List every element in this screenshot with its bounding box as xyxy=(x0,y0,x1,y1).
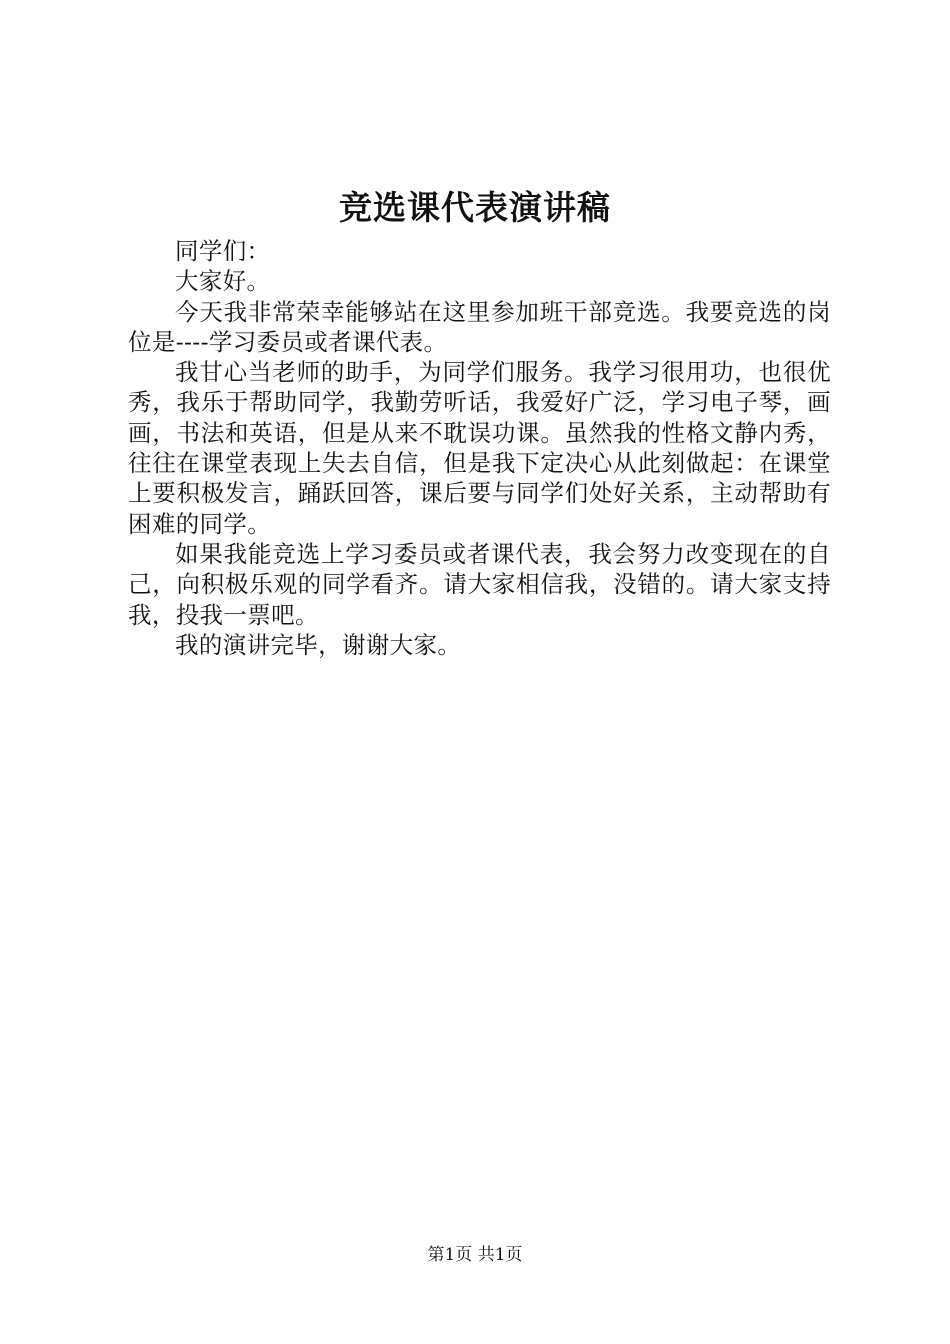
paragraph-qualities: 我甘心当老师的助手，为同学们服务。我学习很用功，也很优秀，我乐于帮助同学，我勤劳听话，我爱好广泛，学习电子琴，画画，书法和英语，但是从来不耽误功课。虽然我的性格文静内秀，往往在课堂表现上失去自信，但是我下定决心从此刻做起：在课堂上要积极发言，踊跃回答，课后要与同学们处好关系，主动帮助有困难的同学。 xyxy=(128,358,831,538)
greeting: 大家好。 xyxy=(175,267,271,296)
paragraph-intro: 今天我非常荣幸能够站在这里参加班干部竞选。我要竞选的岗位是----学习委员或者课代表。 xyxy=(128,297,831,356)
paragraph-pledge: 如果我能竞选上学习委员或者课代表，我会努力改变现在的自己，向积极乐观的同学看齐。请大家相信我，没错的。请大家支持我，投我一票吧。 xyxy=(128,539,831,629)
salutation: 同学们： xyxy=(175,237,271,265)
document-body xyxy=(128,236,831,660)
document-title: 竞选课代表演讲稿 xyxy=(339,188,611,227)
closing: 我的演讲完毕，谢谢大家。 xyxy=(175,630,462,659)
page-footer: 第1页 共1页 xyxy=(427,1245,523,1265)
